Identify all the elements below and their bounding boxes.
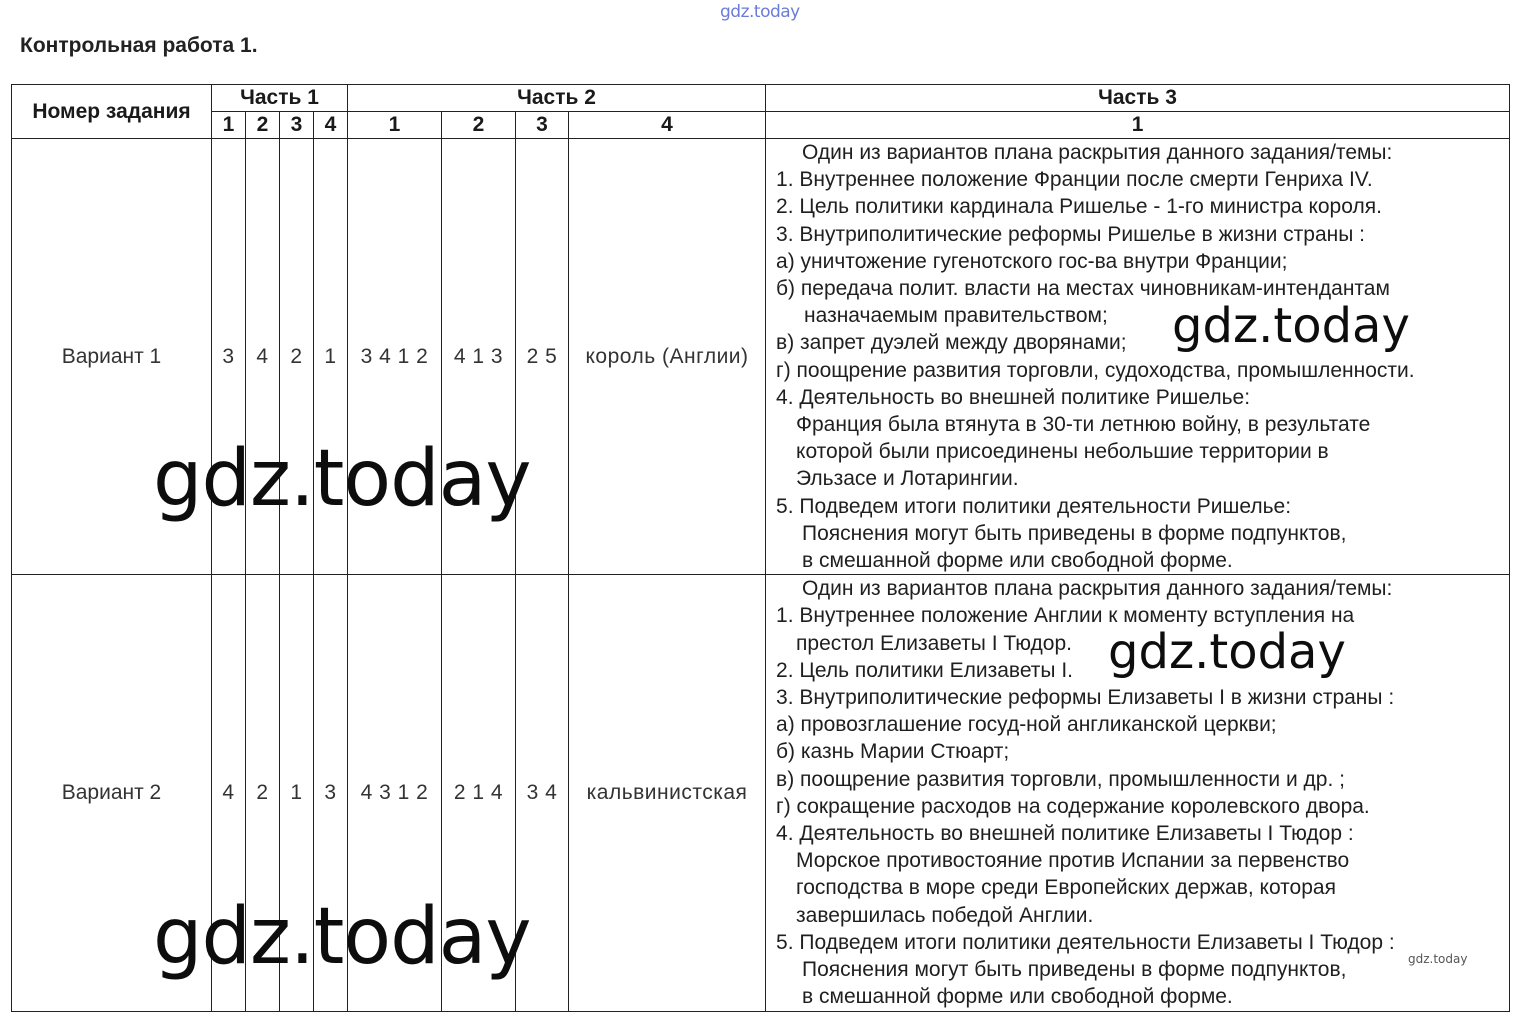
answer-cell: 2 5: [516, 139, 569, 575]
plan-line: 2. Цель политики кардинала Ришелье - 1-го министра короля.: [776, 195, 1382, 219]
part1-col-4: 4: [314, 112, 348, 139]
watermark-large: gdz.today: [153, 434, 531, 524]
plan-line: 2. Цель политики Елизаветы I.: [776, 658, 1074, 682]
plan-line: Один из вариантов плана раскрытия данного задания/темы:: [802, 577, 1393, 601]
answer-cell: король (Англии): [569, 139, 766, 575]
watermark-medium: gdz.today: [1172, 298, 1410, 354]
plan-line: а) уничтожение гугенотского гос-ва внутри Франции;: [776, 249, 1288, 273]
part2-col-1: 1: [348, 112, 442, 139]
plan-line: в смешанной форме или свободной форме.: [802, 985, 1233, 1009]
answer-cell: 3: [212, 139, 246, 575]
watermark-top: gdz.today: [720, 2, 800, 22]
part1-col-1: 1: [212, 112, 246, 139]
part1-header: Часть 1: [212, 85, 348, 112]
answer-cell: 2 1 4: [442, 575, 516, 1011]
watermark-medium: gdz.today: [1108, 624, 1346, 680]
plan-line: б) казнь Марии Стюарт;: [776, 740, 1010, 764]
plan-line: Один из вариантов плана раскрытия данного задания/темы:: [802, 141, 1393, 164]
plan-line: 3. Внутриполитические реформы Ришелье в жизни страны :: [776, 222, 1366, 246]
plan-line: завершилась победой Англии.: [796, 903, 1094, 927]
plan-line: назначаемым правительством;: [804, 304, 1108, 328]
answer-cell: 4 1 3: [442, 139, 516, 575]
header-row-columns: [12, 112, 1510, 139]
plan-cell: [766, 139, 1510, 575]
plan-line: престол Елизаветы I Тюдор.: [796, 631, 1073, 655]
plan-line: Франция была втянута в 30-ти летнюю войну, в результате: [796, 413, 1371, 437]
answers-table: [11, 84, 1510, 1012]
answer-cell: кальвинистская: [569, 575, 766, 1011]
task-number-header: Номер задания: [12, 85, 212, 139]
part1-col-3: 3: [280, 112, 314, 139]
answer-cell: 3: [314, 575, 348, 1011]
variant-label: Вариант 1: [12, 139, 212, 575]
plan-line: 5. Подведем итоги политики деятельности Ришелье:: [776, 494, 1292, 518]
plan-line: 5. Подведем итоги политики деятельности Елизаветы I Тюдор :: [776, 930, 1395, 954]
variant-row-1: [12, 139, 1510, 575]
plan-line: г) сокращение расходов на содержание королевского двора.: [776, 794, 1370, 818]
answer-cell: 2: [280, 139, 314, 575]
answer-cell: 2: [246, 575, 280, 1011]
plan-line: б) передача полит. власти на местах чиновникам-интендантам: [776, 277, 1390, 301]
plan-line: господства в море среди Европейских держав, которая: [796, 876, 1336, 900]
answer-cell: 3 4: [516, 575, 569, 1011]
plan-line: 1. Внутреннее положение Англии к моменту вступления на: [776, 604, 1355, 628]
plan-line: Эльзасе и Лотарингии.: [796, 467, 1019, 491]
plan-line: в) поощрение развития торговли, промышленности и др. ;: [776, 767, 1345, 791]
watermark-large: gdz.today: [153, 892, 531, 982]
variant-label: Вариант 2: [12, 575, 212, 1011]
page-title: Контрольная работа 1.: [20, 34, 258, 57]
part2-header: Часть 2: [348, 85, 766, 112]
plan-line: в смешанной форме или свободной форме.: [802, 549, 1233, 573]
part2-col-4: 4: [569, 112, 766, 139]
answer-cell: 3 4 1 2: [348, 139, 442, 575]
plan-cell: [766, 575, 1510, 1011]
plan-line: Морское противостояние против Испании за первенство: [796, 849, 1350, 873]
watermark-small: gdz.today: [1408, 952, 1468, 966]
answer-cell: 4 3 1 2: [348, 575, 442, 1011]
part3-header: Часть 3: [766, 85, 1510, 112]
plan-line: Пояснения могут быть приведены в форме подпунктов,: [802, 521, 1347, 545]
part2-col-3: 3: [516, 112, 569, 139]
plan-line: в) запрет дуэлей между дворянами;: [776, 331, 1127, 355]
answer-cell: 4: [246, 139, 280, 575]
answer-cell: 1: [280, 575, 314, 1011]
plan-line: а) провозглашение госуд-ной англиканской церкви;: [776, 713, 1277, 737]
header-row-parts: [12, 85, 1510, 112]
plan-line: 3. Внутриполитические реформы Елизаветы I в жизни страны :: [776, 686, 1395, 710]
plan-line: 4. Деятельность во внешней политике Елизаветы I Тюдор :: [776, 822, 1354, 846]
part3-col-1: 1: [766, 112, 1510, 139]
plan-line: г) поощрение развития торговли, судоходства, промышленности.: [776, 358, 1415, 382]
variant-row-2: [12, 575, 1510, 1011]
part2-col-2: 2: [442, 112, 516, 139]
part1-col-2: 2: [246, 112, 280, 139]
plan-line: 4. Деятельность во внешней политике Ришелье:: [776, 385, 1251, 409]
answer-cell: 1: [314, 139, 348, 575]
answer-cell: 4: [212, 575, 246, 1011]
plan-line: которой были присоединены небольшие территории в: [796, 440, 1329, 464]
plan-line: Пояснения могут быть приведены в форме подпунктов,: [802, 958, 1347, 982]
plan-line: 1. Внутреннее положение Франции после смерти Генриха IV.: [776, 168, 1373, 192]
